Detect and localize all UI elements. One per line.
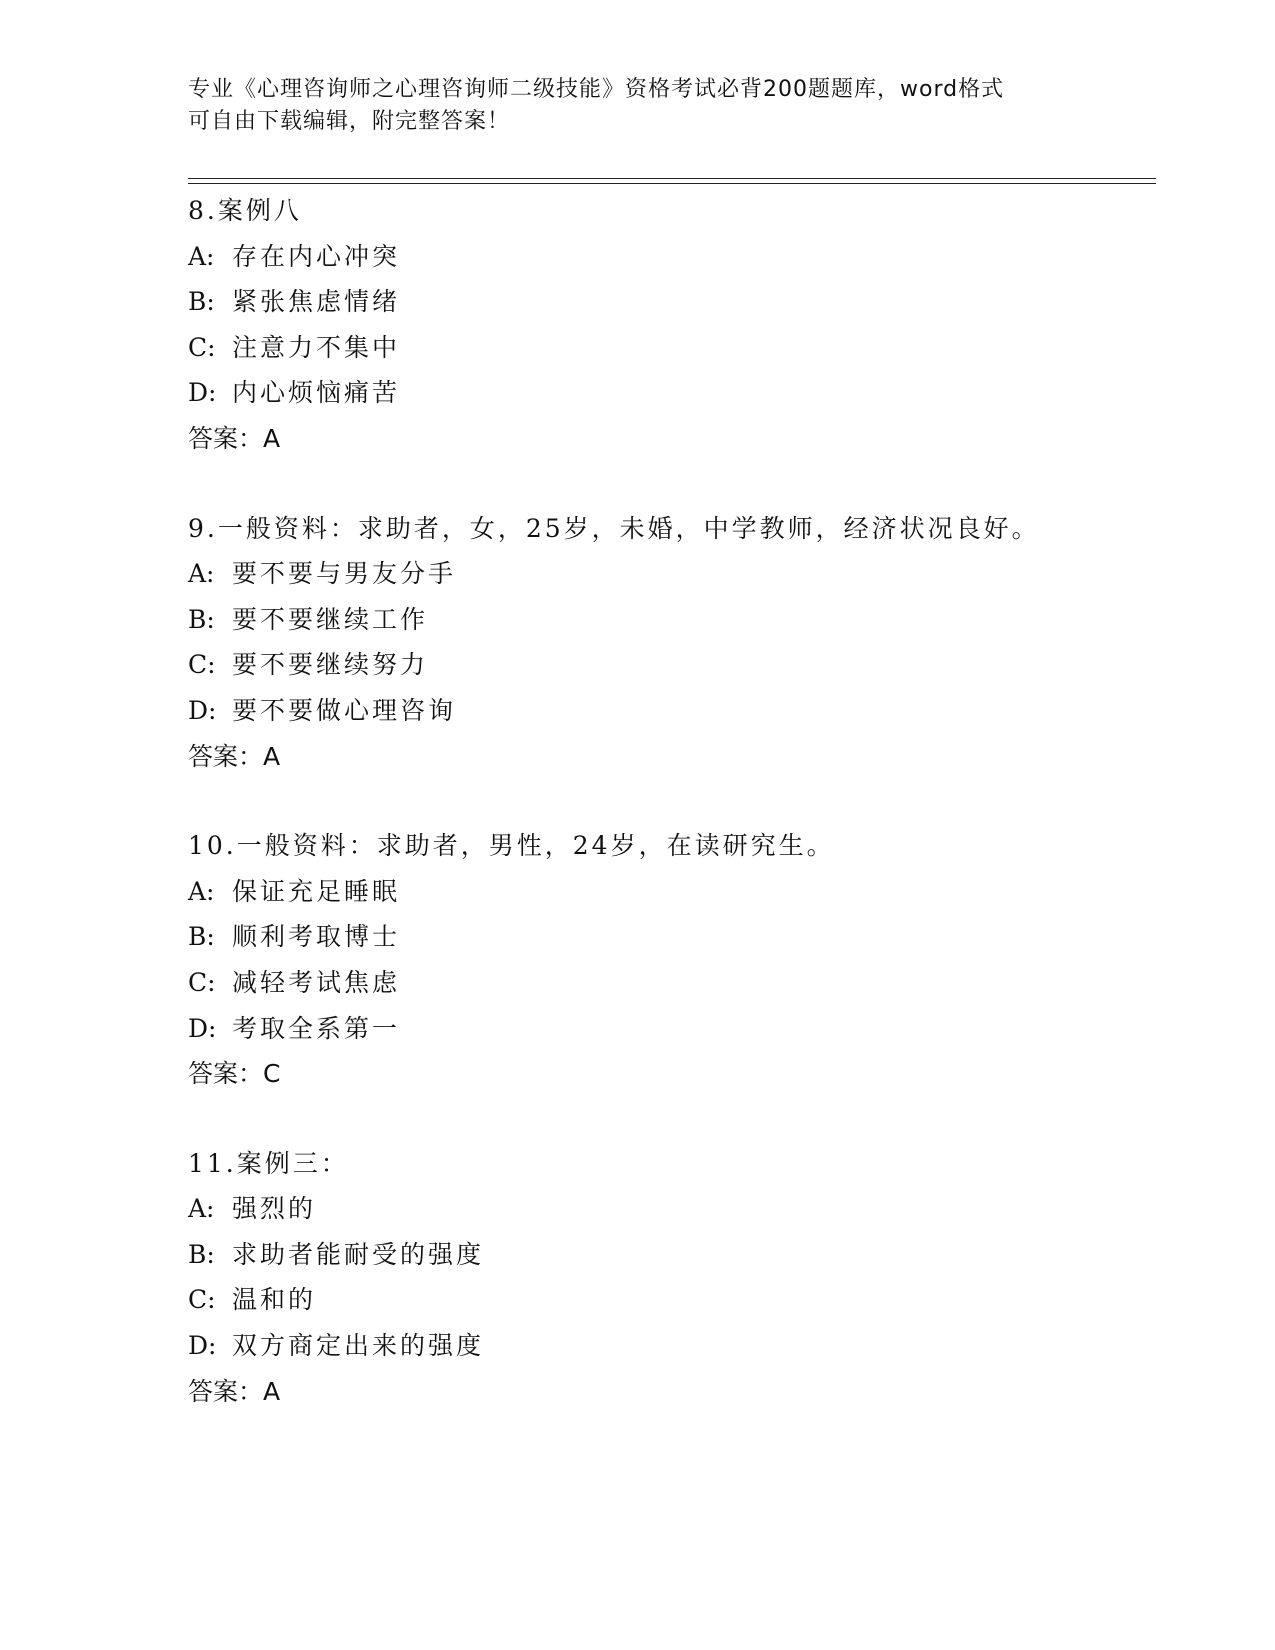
option-d xyxy=(188,1006,1148,1052)
option-text: 紧张焦虑情绪 xyxy=(232,287,401,317)
option-text: 考取全系第一 xyxy=(232,1013,401,1043)
option-text: 要不要继续努力 xyxy=(232,650,429,680)
option-a xyxy=(188,234,1148,280)
option-text: 温和的 xyxy=(232,1285,317,1315)
option-c xyxy=(188,960,1148,1006)
option-a xyxy=(188,1186,1148,1232)
option-key: B: xyxy=(188,1239,215,1269)
option-key: B: xyxy=(188,604,215,634)
option-b xyxy=(188,914,1148,960)
option-key: C: xyxy=(188,1285,216,1315)
option-b xyxy=(188,1232,1148,1278)
option-d xyxy=(188,370,1148,416)
option-a xyxy=(188,869,1148,915)
option-text: 要不要做心理咨询 xyxy=(232,695,457,725)
option-c xyxy=(188,642,1148,688)
option-d xyxy=(188,1323,1148,1369)
question-8 xyxy=(188,188,1148,462)
header-line-1: 专业《心理咨询师之心理咨询师二级技能》资格考试必背200题题库，word格式 xyxy=(188,77,1005,102)
option-key: D: xyxy=(188,378,217,408)
option-text: 双方商定出来的强度 xyxy=(232,1331,485,1361)
option-c xyxy=(188,325,1148,371)
option-text: 强烈的 xyxy=(232,1194,317,1224)
header-divider-top xyxy=(188,178,1156,179)
option-key: A: xyxy=(188,241,215,271)
option-b xyxy=(188,597,1148,643)
option-key: D: xyxy=(188,1331,217,1361)
option-a xyxy=(188,551,1148,597)
question-10 xyxy=(188,823,1148,1097)
answer-line: 答案：C xyxy=(188,1059,281,1089)
option-text: 注意力不集中 xyxy=(232,332,401,362)
option-text: 减轻考试焦虑 xyxy=(232,967,401,997)
option-text: 内心烦恼痛苦 xyxy=(232,378,401,408)
answer-line: 答案：A xyxy=(188,1376,281,1406)
answer-line: 答案：A xyxy=(188,741,281,771)
option-text: 求助者能耐受的强度 xyxy=(232,1239,485,1269)
option-text: 存在内心冲突 xyxy=(232,241,401,271)
option-key: C: xyxy=(188,967,216,997)
option-key: C: xyxy=(188,650,216,680)
question-stem: 9.一般资料：求助者，女，25岁，未婚，中学教师，经济状况良好。 xyxy=(188,513,1040,543)
option-c xyxy=(188,1277,1148,1323)
option-d xyxy=(188,688,1148,734)
option-key: A: xyxy=(188,1194,215,1224)
option-text: 要不要继续工作 xyxy=(232,604,429,634)
header-line-2: 可自由下载编辑，附完整答案！ xyxy=(188,109,511,134)
question-list xyxy=(188,188,1148,1458)
option-key: C: xyxy=(188,332,216,362)
question-9 xyxy=(188,506,1148,780)
option-key: B: xyxy=(188,287,215,317)
option-key: D: xyxy=(188,1013,217,1043)
option-text: 保证充足睡眠 xyxy=(232,876,401,906)
option-key: B: xyxy=(188,922,215,952)
document-header xyxy=(188,74,1088,138)
question-stem: 8.案例八 xyxy=(188,196,302,225)
question-stem: 11.案例三： xyxy=(188,1148,349,1178)
option-b xyxy=(188,279,1148,325)
option-key: A: xyxy=(188,559,215,589)
answer-line: 答案：A xyxy=(188,423,281,453)
option-key: A: xyxy=(188,876,215,906)
option-text: 要不要与男友分手 xyxy=(232,559,457,589)
question-stem: 10.一般资料：求助者，男性，24岁，在读研究生。 xyxy=(188,831,835,861)
header-divider-bottom xyxy=(188,183,1156,184)
question-11 xyxy=(188,1141,1148,1415)
option-text: 顺利考取博士 xyxy=(232,922,401,952)
option-key: D: xyxy=(188,695,217,725)
